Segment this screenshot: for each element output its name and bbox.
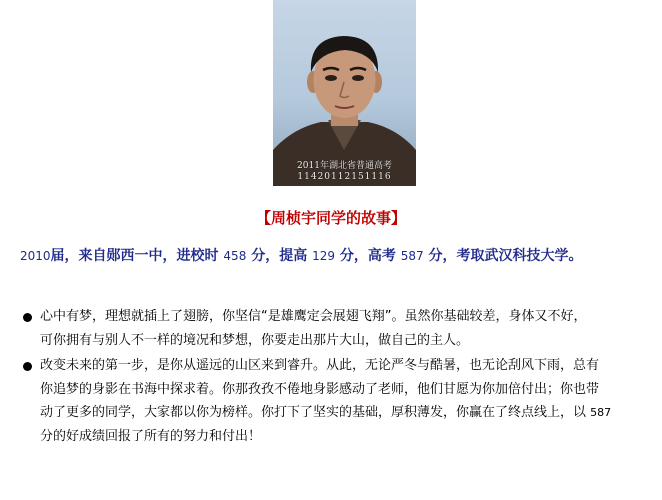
summary-line — [20, 245, 583, 265]
bullet-line: 可你拥有与别人不一样的境况和梦想，你要走出那片大山，做自己的主人。 — [40, 332, 470, 348]
bullet-line: 分的好成绩回报了所有的努力和付出！ — [40, 428, 262, 444]
story-title: 【周桢宇同学的故事】 — [255, 209, 406, 227]
photo-stamp-line1: 2011年湖北省普通高考 — [297, 161, 392, 171]
summary-entry-score: 458 — [223, 249, 247, 263]
summary-text-4: 分，考取武汉科技大学。 — [423, 248, 583, 264]
summary-exam-score: 587 — [400, 249, 424, 263]
summary-improvement: 129 — [312, 249, 335, 263]
bullet-line: 改变未来的第一步，是你从遥远的山区来到睿升。从此，无论严冬与酷暑，也无论刮风下雨，总有 — [40, 358, 600, 373]
bullet-line — [40, 401, 656, 425]
portrait-illustration — [273, 0, 416, 186]
bullet-item — [20, 354, 656, 448]
summary-text-2: 分，提高 — [246, 248, 313, 264]
bullet-dot-icon — [23, 362, 32, 371]
summary-text-1: 届，来自郧西一中，进校时 — [50, 248, 224, 264]
bullet-line-text: 动了更多的同学，大家都以你为榜样。你打下了坚实的基础，厚积薄发，你赢在了终点线上，以 — [40, 405, 591, 420]
bullet-dot-icon — [23, 313, 32, 322]
story-bullets — [20, 305, 656, 448]
summary-text-3: 分，高考 — [334, 248, 401, 264]
bullet-score: 587 — [590, 406, 612, 419]
bullet-item — [20, 305, 656, 352]
bullet-line: 心中有梦，理想就插上了翅膀，你坚信“是雄鹰定会展翅飞翔”。虽然你基础较差，身体又不好， — [40, 309, 587, 324]
student-photo — [273, 0, 416, 186]
photo-stamp-line2: 11420112151116 — [297, 172, 392, 182]
bullet-line: 你追梦的身影在书海中探求着。你那孜孜不倦地身影感动了老师，他们甘愿为你加倍付出；你也带 — [40, 381, 600, 397]
summary-year: 2010 — [20, 249, 51, 263]
